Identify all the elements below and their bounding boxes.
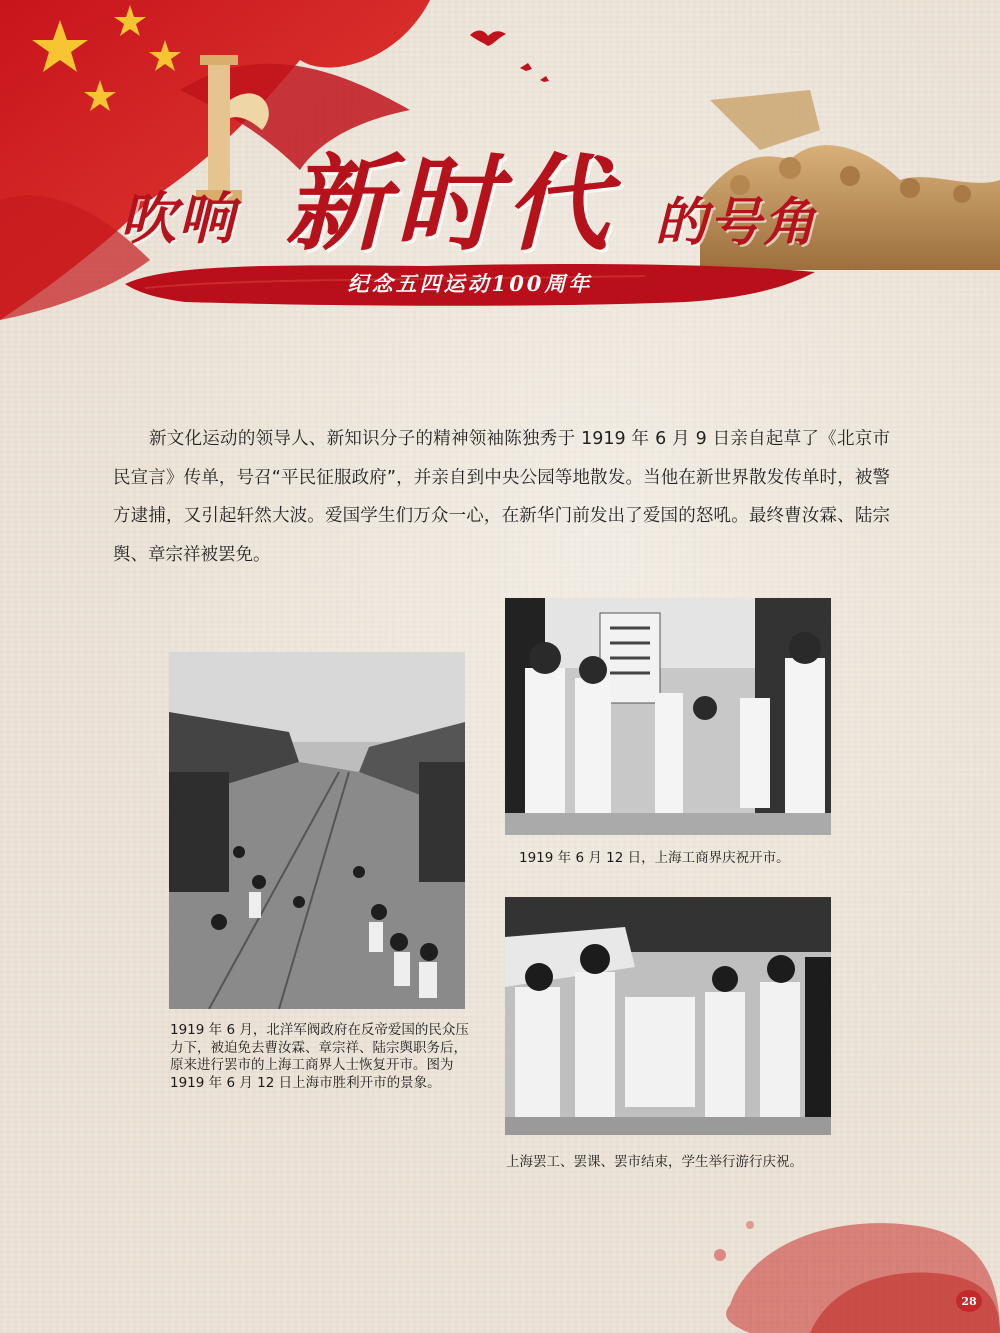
photo-caption-3: 上海罢工、罢课、罢市结束，学生举行游行庆祝。 bbox=[506, 1154, 803, 1170]
title-left-text: 吹响 bbox=[120, 186, 236, 252]
photo-shanghai-celebration bbox=[505, 598, 831, 835]
red-ink-stain-decoration bbox=[690, 1185, 1000, 1333]
title-main-text: 新时代 bbox=[285, 142, 616, 265]
title-right-text: 的号角 bbox=[655, 192, 818, 253]
subtitle-text: 纪念五四运动100周年 bbox=[347, 271, 593, 296]
photo-street-market-reopening bbox=[169, 652, 465, 1009]
photo-student-parade bbox=[505, 897, 831, 1135]
article-paragraph: 新文化运动的领导人、新知识分子的精神领袖陈独秀于 1919 年 6 月 9 日亲自起草了《北京市民宣言》传单，号召“平民征服政府”，并亲自到中央公园等地散发。当他在新世界散发传单时，被警方逮捕，又引起轩然大波。爱国学生们万众一心，在新华门前发出了爱国的怒吼。最终曹汝霖、陆宗舆、章宗祥被罢免。 bbox=[113, 429, 890, 565]
page-number: 28 bbox=[956, 1290, 982, 1312]
photo-caption-1: 1919 年 6 月，北洋军阀政府在反帝爱国的民众压力下，被迫免去曹汝霖、章宗祥、陆宗舆职务后，原来进行罢市的上海工商界人士恢复开市。图为 1919 年 6 月 12 日上海市胜利开市的景象。 bbox=[170, 1022, 469, 1091]
photo-caption-2: 1919 年 6 月 12 日，上海工商界庆祝开市。 bbox=[519, 850, 790, 866]
